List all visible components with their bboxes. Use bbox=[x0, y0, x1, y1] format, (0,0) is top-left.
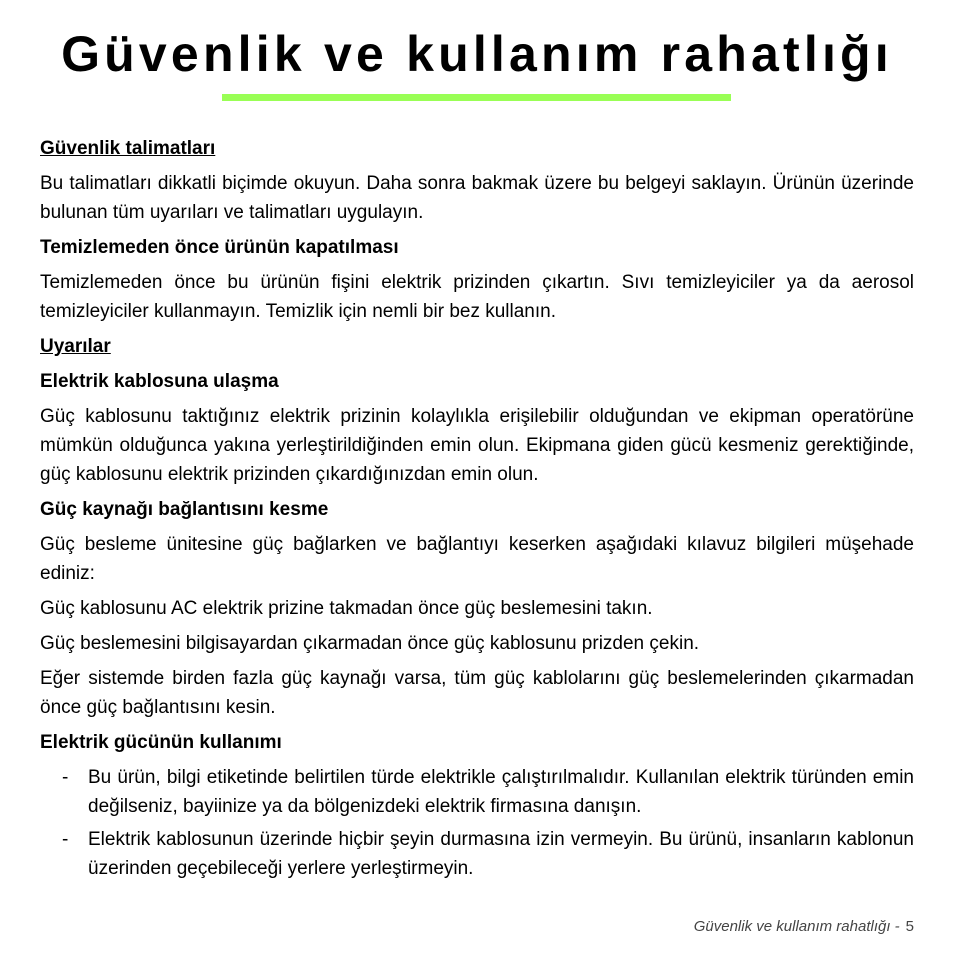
list-item bbox=[40, 825, 914, 883]
list-bullet: - bbox=[62, 767, 69, 788]
paragraph-safety: Bu talimatları dikkatli biçimde okuyun. Daha sonra bakmak üzere bu belgeyi saklayın. Ürünün üzerinde bulunan tüm uyarıları ve talimatları uygulayın. bbox=[40, 173, 914, 223]
usage-list bbox=[40, 763, 914, 883]
page-title: Güvenlik ve kullanım rahatlığı bbox=[61, 26, 893, 82]
paragraph-cable: Güç kablosunu taktığınız elektrik prizinin kolaylıkla erişilebilir olduğundan ve ekipman operatörüne mümkün olduğunca yakına yerleştirildiğinden emin olun. Ekipmana giden gücü kesmeniz gerektiğinde, güç kablosunu elektrik prizinden çıkardığınızdan emin olun. bbox=[40, 406, 914, 485]
paragraph-disconnect-4: Eğer sistemde birden fazla güç kaynağı varsa, tüm güç kablolarını güç beslemelerinden çıkarmadan önce güç bağlantısını kesin. bbox=[40, 668, 914, 718]
section-heading-usage: Elektrik gücünün kullanımı bbox=[40, 732, 282, 753]
paragraph-disconnect-1: Güç besleme ünitesine güç bağlarken ve bağlantıyı keserken aşağıdaki kılavuz bilgileri müşehade ediniz: bbox=[40, 534, 914, 584]
paragraph-disconnect-3: Güç beslemesini bilgisayardan çıkarmadan önce güç kablosunu prizden çekin. bbox=[40, 633, 700, 654]
paragraph-cleaning: Temizlemeden önce bu ürünün fişini elektrik prizinden çıkartın. Sıvı temizleyiciler ya da aerosol temizleyiciler kullanmayın. Temizlik için nemli bir bez kullanın. bbox=[40, 272, 914, 322]
section-heading-disconnect: Güç kaynağı bağlantısını kesme bbox=[40, 499, 329, 520]
section-heading-cleaning: Temizlemeden önce ürünün kapatılması bbox=[40, 237, 399, 258]
list-item-text: Bu ürün, bilgi etiketinde belirtilen türde elektrikle çalıştırılmalıdır. Kullanılan elektrik türünden emin değilseniz, bayiinize ya da bölgenizdeki elektrik firmasına danışın. bbox=[88, 767, 914, 817]
footer-title: Güvenlik ve kullanım rahatlığı - bbox=[693, 918, 900, 935]
section-heading-safety: Güvenlik talimatları bbox=[40, 138, 216, 159]
page-footer bbox=[694, 918, 914, 935]
list-item bbox=[40, 763, 914, 821]
section-heading-cable: Elektrik kablosuna ulaşma bbox=[40, 371, 279, 392]
section-heading-warnings: Uyarılar bbox=[40, 336, 111, 357]
title-underline-bar bbox=[222, 94, 731, 101]
list-bullet: - bbox=[62, 829, 69, 850]
page-number: 5 bbox=[905, 918, 914, 935]
list-item-text: Elektrik kablosunun üzerinde hiçbir şeyin durmasına izin vermeyin. Bu ürünü, insanların kablonun üzerinden geçebileceği yerlere yerleştirmeyin. bbox=[88, 829, 914, 879]
document-body bbox=[40, 134, 914, 887]
paragraph-disconnect-2: Güç kablosunu AC elektrik prizine takmadan önce güç beslemesini takın. bbox=[40, 598, 653, 619]
